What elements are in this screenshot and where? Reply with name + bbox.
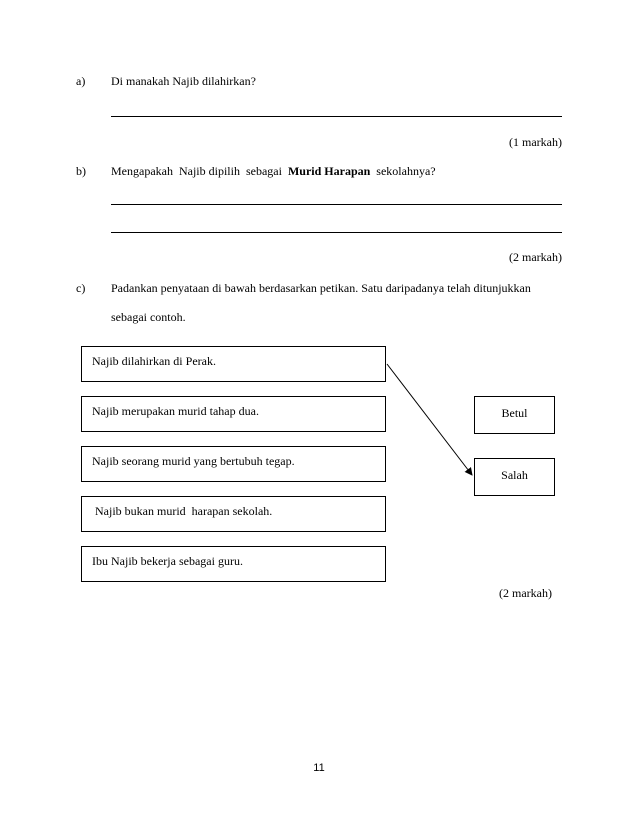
statement-text-4: Najib bukan murid harapan sekolah. bbox=[92, 504, 273, 518]
statement-text-1: Najib dilahirkan di Perak. bbox=[92, 354, 216, 368]
question-b-marks: (2 markah) bbox=[509, 250, 562, 264]
question-c-text-line2: sebagai contoh. bbox=[111, 310, 186, 324]
statement-text-5: Ibu Najib bekerja sebagai guru. bbox=[92, 554, 243, 568]
option-text-salah: Salah bbox=[501, 468, 528, 482]
question-a-marks: (1 markah) bbox=[509, 135, 562, 149]
option-text-betul: Betul bbox=[501, 406, 528, 420]
question-b-label: b) bbox=[76, 164, 86, 178]
question-b-text-bold: Murid Harapan bbox=[287, 164, 371, 178]
statement-text-2: Najib merupakan murid tahap dua. bbox=[92, 404, 259, 418]
question-c-marks: (2 markah) bbox=[499, 586, 552, 600]
question-b-text-before: Mengapakah Najib dipilih sebagai bbox=[111, 164, 288, 178]
page-number: 11 bbox=[313, 762, 325, 774]
question-a-text: Di manakah Najib dilahirkan? bbox=[111, 74, 256, 88]
question-c-label: c) bbox=[76, 281, 86, 295]
question-c-text-line1: Padankan penyataan di bawah berdasarkan petikan. Satu daripadanya telah ditunjukkan bbox=[111, 281, 531, 295]
statement-text-3: Najib seorang murid yang bertubuh tegap. bbox=[92, 454, 295, 468]
question-b-text-after: sekolahnya? bbox=[370, 164, 436, 178]
question-a-label: a) bbox=[76, 74, 86, 88]
